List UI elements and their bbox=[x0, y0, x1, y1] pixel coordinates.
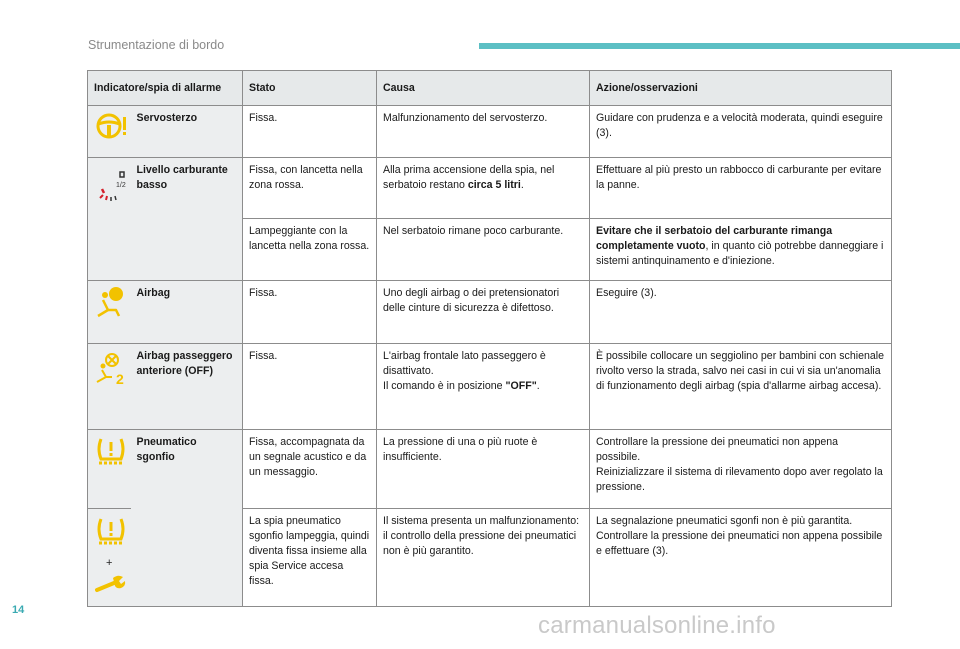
action-text: , in quanto ciò potrebbe danneggiare i sistemi antinquinamento e d'iniezione. bbox=[596, 240, 884, 267]
row-name: Airbag passeggero anteriore (OFF) bbox=[131, 344, 243, 430]
row-state: Fissa. bbox=[243, 281, 377, 344]
row-state: Fissa. bbox=[243, 344, 377, 430]
action-line: La segnalazione pneumatici sgonfi non è più garantita. bbox=[596, 515, 853, 527]
row-action: Guidare con prudenza e a velocità moderata, quindi eseguire (3). bbox=[590, 106, 892, 158]
icon-cell bbox=[88, 281, 131, 344]
row-action bbox=[590, 430, 892, 509]
row-cause bbox=[377, 344, 590, 430]
plus-sign: + bbox=[106, 557, 113, 569]
icon-cell bbox=[88, 509, 131, 607]
cause-line bbox=[383, 379, 583, 394]
row-cause: Malfunzionamento del servosterzo. bbox=[377, 106, 590, 158]
row-state: La spia pneumatico sgonfio lampeggia, quindi diventa fissa insieme alla spia Service accesa fissa. bbox=[243, 509, 377, 607]
row-cause: Il sistema presenta un malfunzionamento: il controllo della pressione dei pneumatici non è più garantito. bbox=[377, 509, 590, 607]
passenger-airbag-off-icon bbox=[94, 352, 130, 391]
table-row bbox=[88, 430, 892, 509]
fuel-level-icon bbox=[94, 168, 130, 209]
row-action: Effettuare al più presto un rabbocco di carburante per evitare la panne. bbox=[590, 158, 892, 219]
page-header-title: Strumentazione di bordo bbox=[88, 38, 225, 52]
row-name: Livello carburante basso bbox=[131, 158, 243, 281]
page-number: 14 bbox=[12, 604, 25, 616]
action-line: Controllare la pressione dei pneumatici non appena possibile. bbox=[596, 436, 839, 463]
cause-text: Alla prima accensione della spia, nel serbatoio restano bbox=[383, 164, 555, 191]
row-action: È possibile collocare un seggiolino per bambini con schienale rivolto verso la strada, salvo nei casi in cui vi sia un'anomalia di funzionamento degli airbag (spia d'allarme airbag accesa). bbox=[590, 344, 892, 430]
row-name: Pneumatico sgonfio bbox=[131, 430, 243, 607]
table-row bbox=[88, 158, 892, 219]
icon-cell bbox=[88, 158, 131, 281]
row-name: Servosterzo bbox=[131, 106, 243, 158]
svg-text:2: 2 bbox=[116, 371, 124, 386]
column-header-action: Azione/osservazioni bbox=[590, 71, 892, 106]
cause-text-end: . bbox=[520, 179, 524, 191]
wrench-icon bbox=[94, 573, 128, 600]
row-cause: Nel serbatoio rimane poco carburante. bbox=[377, 219, 590, 281]
column-header-state: Stato bbox=[243, 71, 377, 106]
row-cause bbox=[377, 158, 590, 219]
tyre-pressure-icon bbox=[94, 515, 128, 554]
svg-text:1/2: 1/2 bbox=[116, 182, 126, 189]
table-row bbox=[88, 106, 892, 158]
table-row bbox=[88, 344, 892, 430]
watermark: carmanualsonline.info bbox=[538, 612, 776, 639]
icon-cell bbox=[88, 106, 131, 158]
row-action bbox=[590, 219, 892, 281]
icon-cell bbox=[88, 430, 131, 509]
row-cause: La pressione di una o più ruote è insufficiente. bbox=[377, 430, 590, 509]
row-state: Fissa, accompagnata da un segnale acustico e da un messaggio. bbox=[243, 430, 377, 509]
column-header-indicator: Indicatore/spia di allarme bbox=[88, 71, 243, 106]
action-line: Controllare la pressione dei pneumatici non appena possibile e effettuare (3). bbox=[596, 530, 883, 557]
row-name: Airbag bbox=[131, 281, 243, 344]
row-state: Fissa. bbox=[243, 106, 377, 158]
warning-lights-table bbox=[87, 70, 892, 607]
header-accent-bar bbox=[479, 43, 960, 49]
cause-bold: circa 5 litri bbox=[467, 179, 521, 191]
row-action bbox=[590, 509, 892, 607]
cause-text: Il comando è in posizione bbox=[383, 380, 506, 392]
cause-bold: "OFF" bbox=[505, 380, 537, 392]
table-header-row bbox=[88, 71, 892, 106]
action-line: Reinizializzare il sistema di rilevamento dopo aver regolato la pressione. bbox=[596, 466, 883, 493]
row-state: Lampeggiante con la lancetta nella zona rossa. bbox=[243, 219, 377, 281]
column-header-cause: Causa bbox=[377, 71, 590, 106]
tyre-pressure-icon bbox=[94, 435, 128, 474]
row-state: Fissa, con lancetta nella zona rossa. bbox=[243, 158, 377, 219]
row-cause: Uno degli airbag o dei pretensionatori delle cinture di sicurezza è difettoso. bbox=[377, 281, 590, 344]
icon-cell bbox=[88, 344, 131, 430]
action-bold: Evitare che il serbatoio del carburante rimanga completamente vuoto bbox=[596, 225, 833, 252]
table-row bbox=[88, 281, 892, 344]
cause-text-end: . bbox=[536, 380, 540, 392]
steering-warning-icon bbox=[94, 111, 128, 146]
row-action: Eseguire (3). bbox=[590, 281, 892, 344]
cause-line: L'airbag frontale lato passeggero è disattivato. bbox=[383, 350, 546, 377]
airbag-icon bbox=[94, 286, 130, 325]
